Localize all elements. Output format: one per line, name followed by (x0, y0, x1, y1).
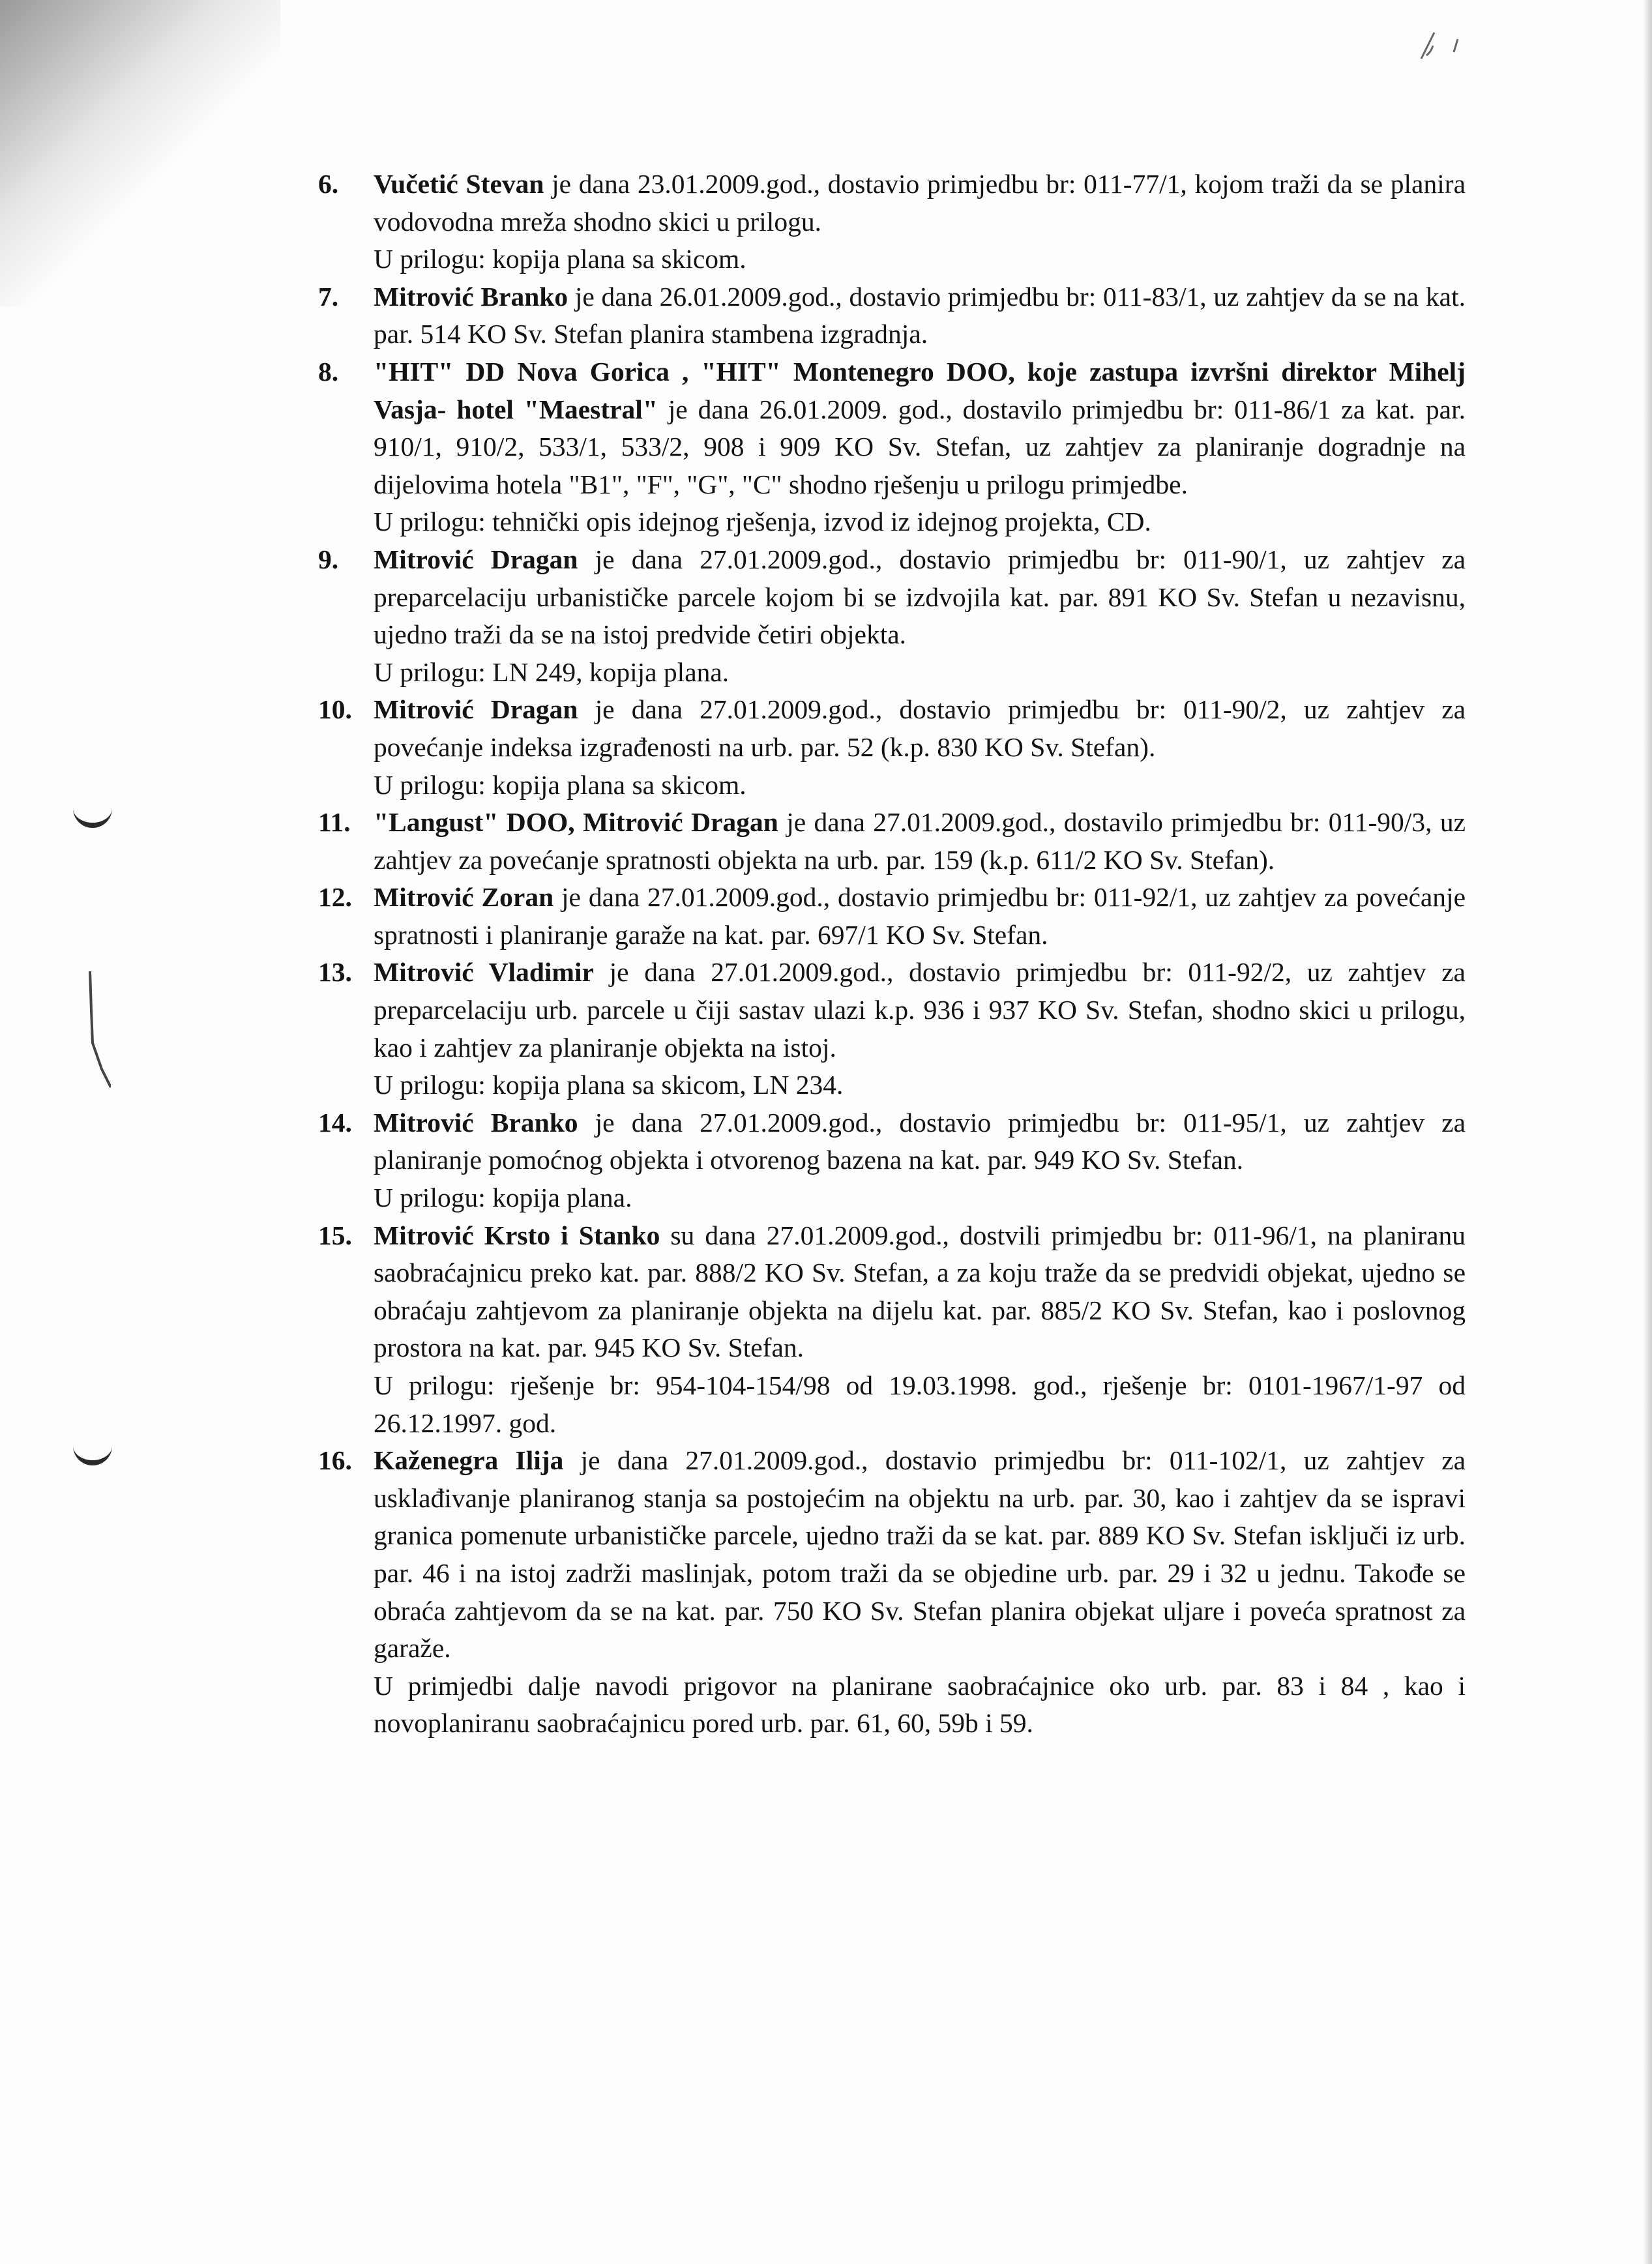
item-name: Mitrović Krsto i Stanko (374, 1220, 660, 1250)
item-number: 11. (318, 807, 351, 838)
item-number: 9. (318, 544, 339, 574)
list-item (318, 353, 1466, 541)
item-attachment: U prilogu: tehnički opis idejnog rješenja, izvod iz idejnog projekta, CD. (374, 507, 1151, 537)
item-name: "Langust" DOO, Mitrović Dragan (374, 807, 778, 838)
list-item (318, 691, 1466, 804)
item-attachment: U prilogu: kopija plana. (374, 1183, 632, 1213)
item-text: je dana 27.01.2009.god., dostavio primjedbu br: 011-90/1, uz zahtjev za preparcelaciju urbanističke parcele kojom bi se izdvojila kat. par. 891 KO Sv. Stefan u nezavisnu, ujedno traži da se na istoj predvide četiri objekta. (374, 544, 1466, 650)
item-attachment: U prilogu: rješenje br: 954-104-154/98 od 19.03.1998. god., rješenje br: 0101-1967/1-97 od 26.12.1997. god. (374, 1370, 1466, 1438)
item-name: Mitrović Dragan (374, 544, 578, 574)
item-name: Vučetić Stevan (374, 169, 544, 199)
item-name: Kaženegra Ilija (374, 1445, 564, 1476)
item-number: 12. (318, 882, 352, 913)
item-attachment: U primjedbi dalje navodi prigovor na planirane saobraćajnice oko urb. par. 83 i 84 , kao i novoplaniranu saobraćajnicu pored urb. par. 61, 60, 59b i 59. (374, 1670, 1466, 1739)
scan-right-edge (1643, 0, 1652, 2264)
item-name: Mitrović Branko (374, 1107, 578, 1138)
item-number: 8. (318, 356, 339, 387)
list-item (318, 1442, 1466, 1742)
list-item (318, 954, 1466, 1104)
item-name: Mitrović Branko (374, 281, 568, 312)
item-name: "HIT" DD Nova Gorica , "HIT" Montenegro DOO, koje zastupa izvršni direktor Mihelj Vasja- hotel "Maestral" (374, 356, 1466, 424)
item-number: 15. (318, 1220, 352, 1250)
list-item (318, 804, 1466, 879)
punch-hole-mark (73, 1446, 112, 1465)
pen-scribble-mark (85, 971, 111, 1089)
item-attachment: U prilogu: kopija plana sa skicom. (374, 244, 746, 274)
item-attachment: U prilogu: kopija plana sa skicom. (374, 769, 746, 800)
item-name: Mitrović Dragan (374, 694, 578, 725)
item-text: je dana 23.01.2009.god., dostavio primjedbu br: 011-77/1, kojom traži da se planira vodovodna mreža shodno skici u prilogu. (374, 169, 1466, 237)
item-attachment: U prilogu: LN 249, kopija plana. (374, 656, 730, 687)
item-text: je dana 27.01.2009.god., dostavio primjedbu br: 011-90/2, uz zahtjev za povećanje indeksa izgrađenosti na urb. par. 52 (k.p. 830 KO Sv. Stefan). (374, 694, 1466, 762)
item-text: su dana 27.01.2009.god., dostvili primjedbu br: 011-96/1, na planiranu saobraćajnicu preko kat. par. 888/2 KO Sv. Stefan, a za koju traže da se predvidi objekat, ujedno se obraćaju zahtjevom za planiranje objekta na dijelu kat. par. 885/2 KO Sv. Stefan, kao i poslovnog prostora na kat. par. 945 KO Sv. Stefan. (374, 1220, 1466, 1363)
item-text: je dana 27.01.2009.god., dostavio primjedbu br: 011-92/2, uz zahtjev za preparcelaciju urb. parcele u čiji sastav ulazi k.p. 936 i 937 KO Sv. Stefan, shodno skici u prilogu, kao i zahtjev za planiranje objekta na istoj. (374, 957, 1466, 1063)
item-text: je dana 27.01.2009.god., dostavio primjedbu br: 011-102/1, uz zahtjev za usklađivanje planiranog stanja sa postojećim na objektu na urb. par. 30, kao i zahtjev da se ispravi granica pomenute urbanističke parcele, ujedno traži da se kat. par. 889 KO Sv. Stefan isključi iz urb. par. 46 i na istoj zadrži maslinjak, potom traži da se objedine urb. par. 29 i 32 u jednu. Takođe se obraća zahtjevom da se na kat. par. 750 KO Sv. Stefan planira objekat uljare i poveća spratnost za garaže. (374, 1445, 1466, 1664)
item-name: Mitrović Zoran (374, 882, 554, 913)
item-text: je dana 26.01.2009. god., dostavilo primjedbu br: 011-86/1 za kat. par. 910/1, 910/2, 533/1, 533/2, 908 i 909 KO Sv. Stefan, uz zahtjev za planiranje dogradnje na dijelovima hotela "B1", "F", "G", "C" shodno rješenju u prilogu primjedbe. (374, 394, 1466, 499)
item-attachment: U prilogu: kopija plana sa skicom, LN 234. (374, 1070, 844, 1100)
item-number: 13. (318, 957, 352, 988)
objections-list (318, 166, 1466, 1742)
item-text: je dana 27.01.2009.god., dostavio primjedbu br: 011-92/1, uz zahtjev za povećanje spratnosti i planiranje garaže na kat. par. 697/1 KO Sv. Stefan. (374, 882, 1466, 950)
list-item (318, 541, 1466, 691)
item-text: je dana 26.01.2009.god., dostavio primjedbu br: 011-83/1, uz zahtjev da se na kat. par. 514 KO Sv. Stefan planira stambena izgradnja. (374, 281, 1466, 349)
item-number: 14. (318, 1107, 352, 1138)
item-number: 16. (318, 1445, 352, 1476)
item-text: je dana 27.01.2009.god., dostavilo primjedbu br: 011-90/3, uz zahtjev za povećanje spratnosti objekta na urb. par. 159 (k.p. 611/2 KO Sv. Stefan). (374, 807, 1466, 875)
pen-tick-mark (1415, 26, 1467, 65)
list-item (318, 1217, 1466, 1443)
list-item (318, 166, 1466, 278)
item-number: 10. (318, 694, 352, 725)
item-number: 7. (318, 281, 339, 312)
item-number: 6. (318, 169, 339, 199)
item-text: je dana 27.01.2009.god., dostavio primjedbu br: 011-95/1, uz zahtjev za planiranje pomoćnog objekta i otvorenog bazena na kat. par. 949 KO Sv. Stefan. (374, 1107, 1466, 1175)
scan-corner-shadow (0, 0, 280, 306)
list-item (318, 879, 1466, 954)
list-item (318, 1104, 1466, 1217)
list-item (318, 278, 1466, 353)
punch-hole-mark (73, 808, 112, 828)
item-name: Mitrović Vladimir (374, 957, 594, 988)
